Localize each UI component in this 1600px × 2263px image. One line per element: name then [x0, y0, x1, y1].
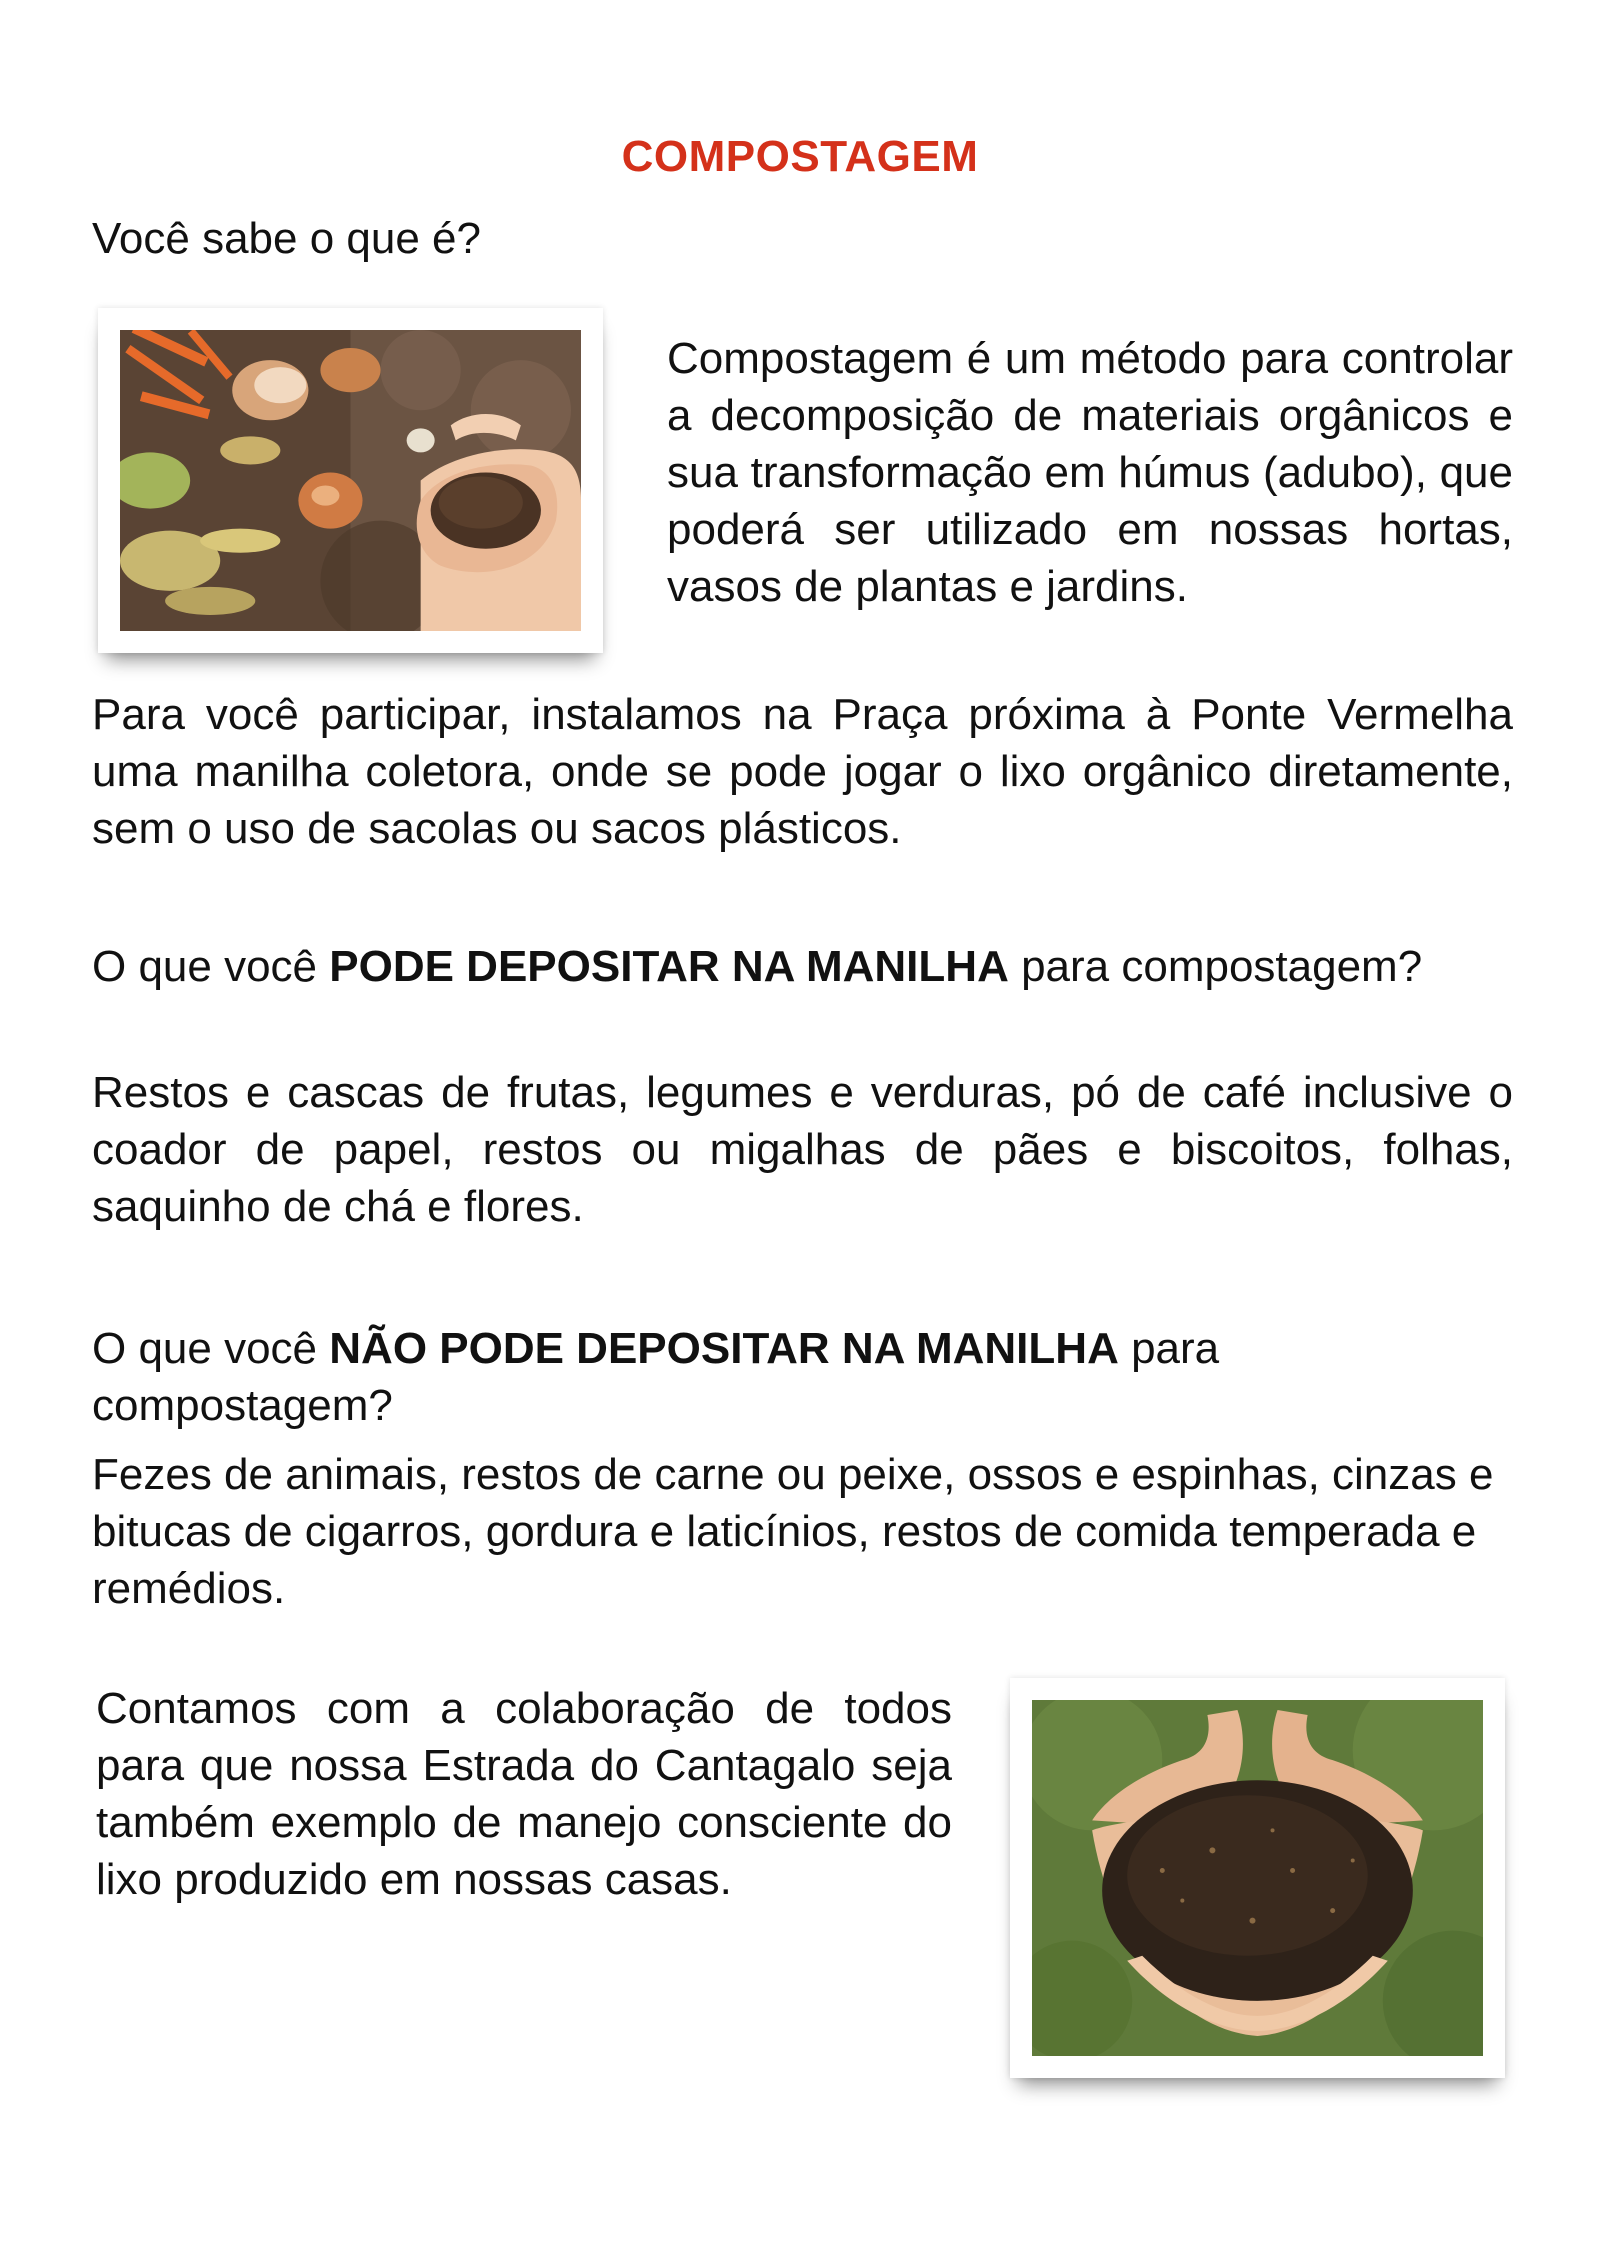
definition-paragraph: Compostagem é um método para controlar a decomposição de materiais orgânicos e sua transformação em húmus (adubo), que poderá ser utilizado em nossas hortas, vasos de plantas e jardins.	[667, 334, 1513, 611]
can-deposit-list: Restos e cascas de frutas, legumes e verduras, pó de café inclusive o coador de papel, restos ou migalhas de pães e biscoitos, folhas, saquinho de chá e flores.	[92, 1068, 1513, 1231]
closing-paragraph: Contamos com a colaboração de todos para que nossa Estrada do Cantagalo seja também exemplo de manejo consciente do lixo produzido em nossas casas.	[96, 1684, 952, 1904]
hands-compost-illustration	[1032, 1700, 1483, 2056]
can-heading-prefix: O que você	[92, 942, 330, 991]
intro-question: Você sabe o que é?	[92, 214, 481, 263]
compost-scraps-illustration	[120, 330, 581, 631]
can-deposit-heading	[92, 938, 1513, 995]
compost-scraps-photo	[98, 308, 603, 653]
can-heading-suffix: para compostagem?	[1008, 942, 1423, 991]
hands-compost-photo	[1010, 1678, 1505, 2078]
participation-paragraph: Para você participar, instalamos na Praça próxima à Ponte Vermelha uma manilha coletora, onde se pode jogar o lixo orgânico diretamente, sem o uso de sacolas ou sacos plásticos.	[92, 690, 1513, 853]
cannot-heading-suffix: para compostagem?	[92, 1324, 1220, 1430]
cannot-deposit-heading	[92, 1320, 1513, 1434]
cannot-deposit-list: Fezes de animais, restos de carne ou peixe, ossos e espinhas, cinzas e bitucas de cigarros, gordura e laticínios, restos de comida temperada e remédios.	[92, 1450, 1494, 1613]
page-title: COMPOSTAGEM	[621, 132, 979, 181]
can-heading-bold: PODE DEPOSITAR NA MANILHA	[329, 942, 1009, 991]
cannot-heading-prefix: O que você	[92, 1324, 330, 1373]
cannot-heading-bold: NÃO PODE DEPOSITAR NA MANILHA	[329, 1324, 1119, 1373]
